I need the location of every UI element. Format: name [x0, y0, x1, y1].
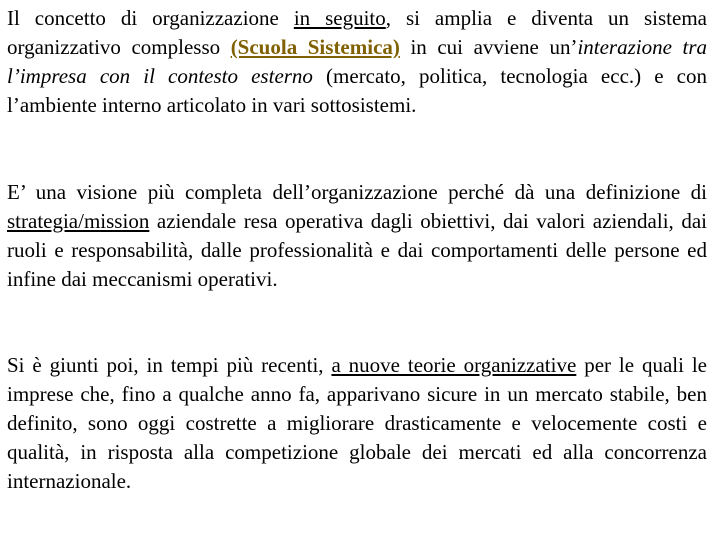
- text-segment: per le quali le imprese che, fino a qualche anno fa, apparivano sicure in un mercato stabile, ben definito, sono oggi costrette a migliorare drasticamente e velocemente costi e qualità, in risposta alla competizione globale dei mercati ed alla concorrenza internazionale.: [7, 353, 708, 493]
- text-segment: , si amplia e diventa un sistema organizzativo complesso: [7, 6, 707, 59]
- link-nuove-teorie[interactable]: a nuove teorie organizzative: [331, 353, 577, 377]
- text-segment: Si è giunti poi, in tempi più recenti,: [7, 353, 332, 377]
- italic-interaction-text: interazione tra l’impresa con il contesto esterno: [7, 35, 707, 88]
- text-segment: aziendale resa operativa dagli obiettivi, dai valori aziendali, dai ruoli e responsabilità, dalle professionalità e dai comportamenti delle persone ed infine dai meccanismi operativi.: [7, 209, 707, 291]
- text-segment: Il concetto di organizzazione: [7, 6, 294, 30]
- text-segment: E’ una visione più completa dell’organizzazione perché dà una definizione di: [7, 180, 707, 204]
- link-strategia-mission[interactable]: strategia/mission: [7, 209, 150, 233]
- paragraph-complete-vision: [7, 178, 707, 294]
- text-segment: in cui avviene un’: [399, 35, 578, 59]
- link-scuola-sistemica[interactable]: (Scuola Sistemica): [230, 35, 400, 59]
- text-segment: (mercato, politica, tecnologia ecc.) e con l’ambiente interno articolato in vari sottosistemi.: [7, 64, 707, 117]
- link-in-seguito[interactable]: in seguito: [293, 6, 386, 30]
- paragraph-new-theories: [7, 351, 707, 496]
- paragraph-organization-concept: [7, 4, 707, 120]
